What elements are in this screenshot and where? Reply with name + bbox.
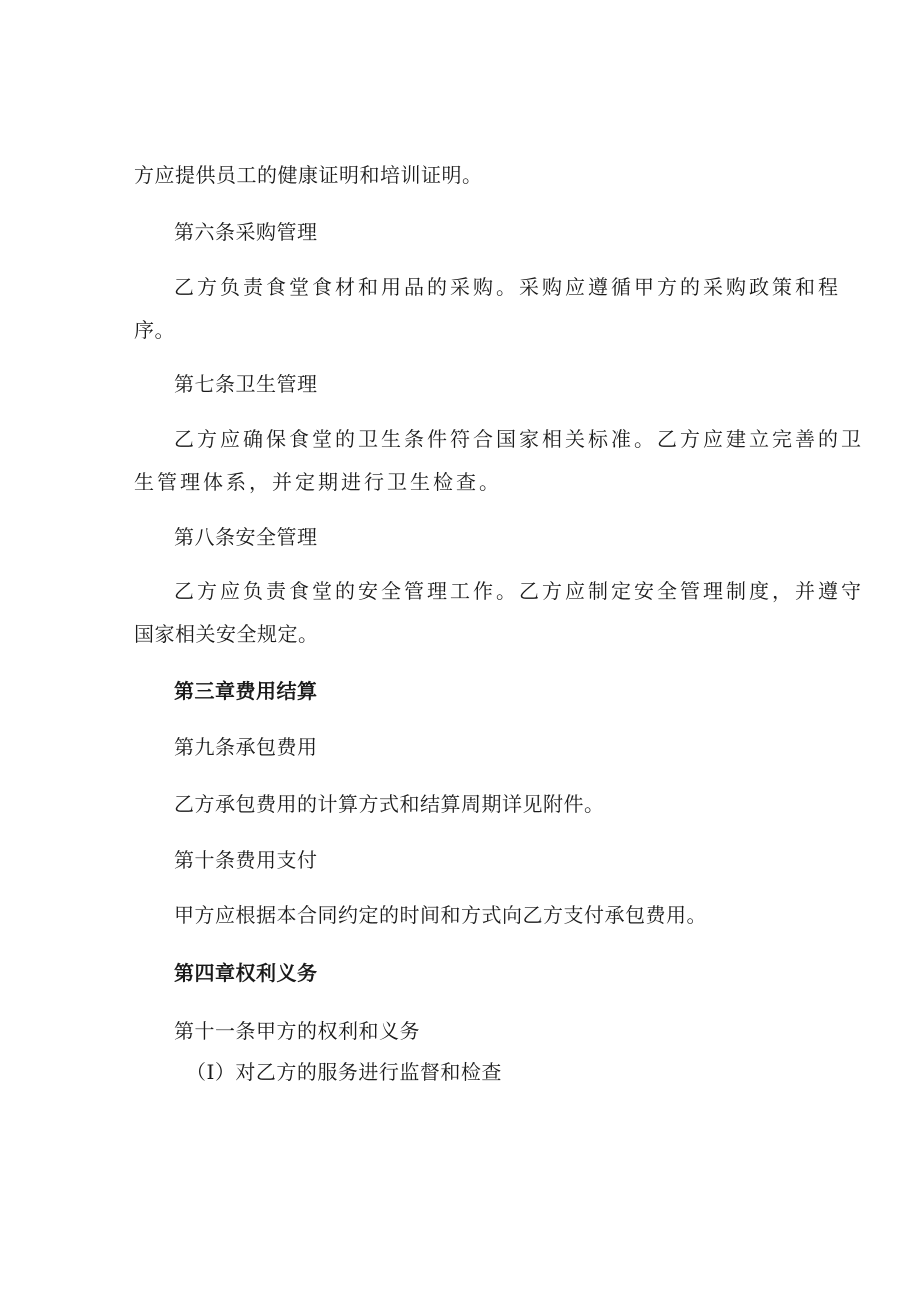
article-6-body-line-2: 序。 [134,318,175,342]
chapter-4-heading: 第四章权利义务 [174,961,318,985]
article-10-body: 甲方应根据本合同约定的时间和方式向乙方支付承包费用。 [174,903,707,927]
paragraph-continuation-line: 方应提供员工的健康证明和培训证明。 [134,163,483,187]
article-8-title: 第八条安全管理 [174,525,318,549]
article-9-body: 乙方承包费用的计算方式和结算周期详见附件。 [174,792,605,816]
article-7-title: 第七条卫生管理 [174,372,318,396]
article-9-title: 第九条承包费用 [174,735,318,759]
article-8-body-line-1: 乙方应负责食堂的安全管理工作。乙方应制定安全管理制度，并遵守 [174,579,864,603]
article-10-title: 第十条费用支付 [174,848,318,872]
article-7-body-line-1: 乙方应确保食堂的卫生条件符合国家相关标准。乙方应建立完善的卫 [174,427,864,451]
article-7-body-line-2: 生管理体系，并定期进行卫生检查。 [134,470,502,494]
article-11-item-1: （I）对乙方的服务进行监督和检查 [186,1060,502,1084]
article-6-title: 第六条采购管理 [174,220,318,244]
article-11-title: 第十一条甲方的权利和义务 [174,1019,420,1043]
article-6-body-line-1: 乙方负责食堂食材和用品的采购。采购应遵循甲方的采购政策和程 [174,275,841,299]
article-8-body-line-2: 国家相关安全规定。 [134,622,319,646]
chapter-3-heading: 第三章费用结算 [174,679,318,703]
